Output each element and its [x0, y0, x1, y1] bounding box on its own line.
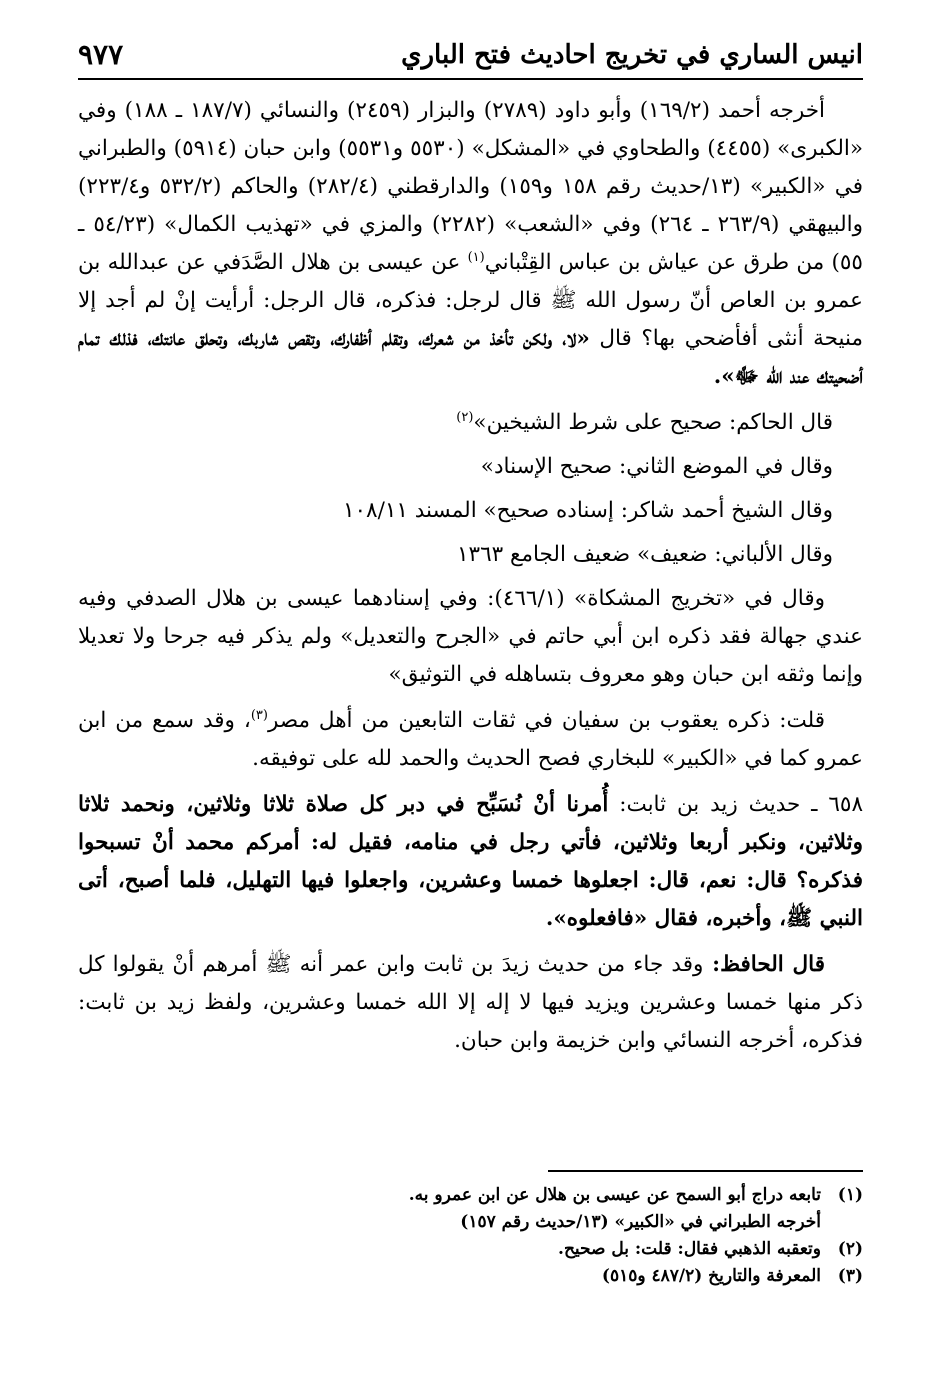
footnote-text: تابعه دراج أبو السمح عن عيسى بن هلال عن ابن عمرو به.	[408, 1185, 821, 1205]
footnote-1	[78, 1182, 863, 1209]
hadith-number: ٦٥٨ ـ	[800, 792, 863, 817]
text-run: أخرجه أحمد (١٦٩/٢) وأبو داود (٢٧٨٩) والبزار (٢٤٥٩) والنسائي (١٨٧/٧ ـ ١٨٨) وفي «الكبرى» (٤٤٥٥) والطحاوي في «المشكل» (٥٥٣٠ و٥٥٣١) وابن حبان (٥٩١٤) والطبراني في «الكبير» (١٣/حديث رقم ١٥٨ و١٥٩) والدارقطني (٢٨٢/٤) والحاكم (٥٣٢/٢ و٢٢٣/٤) والبيهقي (٢٦٣/٩ ـ ٢٦٤) وفي «الشعب» (٢٢٨٢) والمزي في «تهذيب الكمال» (٥٤/٢٣ ـ ٥٥) من طرق عن عياش بن عباس القِتْباني	[78, 98, 864, 275]
footnote-ref-2[interactable]: (٢)	[456, 409, 474, 425]
footnote-separator	[548, 1170, 863, 1172]
page-number: ٩٧٧	[78, 38, 124, 71]
footnote-3	[78, 1263, 863, 1290]
text-run: وقد جاء من حديث زيدَ بن ثابت وابن عمر أنه ﷺ أمرهم أنْ يقولوا كل ذكر منها خمسا وعشرين ويزيد فيها لا إله إلا الله خمسا وعشرين، ولفظ زيد بن ثابت: فذكره، أخرجه النسائي وابن خزيمة وابن حبان.	[78, 952, 863, 1053]
book-title: انيس الساري في تخريج احاديث فتح الباري	[401, 40, 863, 70]
footnote-number: (٢)	[837, 1239, 863, 1259]
paragraph-qultu	[78, 702, 863, 778]
hadith-intro: حديث زيد بن ثابت:	[608, 792, 801, 817]
footnote-2	[78, 1236, 863, 1263]
footnote-text: وتعقبه الذهبي فقال: قلت: بل صحيح.	[558, 1239, 821, 1259]
footnote-1-continued	[78, 1209, 863, 1236]
quote-second-place: وقال في الموضع الثاني: صحيح الإسناد»	[480, 454, 833, 479]
footnote-number: (١)	[837, 1185, 863, 1205]
paragraph-mishkat: وقال في «تخريج المشكاة» (٤٦٦/١): وفي إسنادهما عيسى بن هلال الصدفي وفيه عندي جهالة فقد ذكره ابن أبي حاتم في «الجرح والتعديل» ولم يذكر فيه جرحا ولا تعديلا وإنما وثقه ابن حبان وهو معروف بتساهله في التوثيق»	[78, 586, 863, 687]
footnote-number: (٣)	[837, 1266, 863, 1286]
hadith-text: أُمرنا أنْ نُسَبِّح في دبر كل صلاة ثلاثا وثلاثين، ونحمد ثلاثا وثلاثين، ونكبر أربعا وثلاثين، فأتي رجل في منامه، فقيل له: أمركم محمد أنْ تسبحوا فذكره؟ قال: نعم، قال: اجعلوها خمسا وعشرين، واجعلوا فيها التهليل، فلما أصبح، أتى النبي ﷺ، وأخبره، فقال «فافعلوه».	[78, 792, 863, 931]
hadith-text: «لا، ولكن تأخذ من شعرك، وتقلم أظفارك، وتقص شاربك، وتحلق عانتك، فذلك تمام أضحيتك عند الله ﷻ».	[78, 326, 863, 389]
hafiz-label: قال الحافظ:	[703, 952, 825, 977]
text-run: ، وقد سمع من ابن عمرو كما في «الكبير» للبخاري فصح الحديث والحمد لله على توفيقه.	[78, 708, 863, 771]
footnote-ref-1[interactable]: (١)	[467, 249, 485, 265]
quote-shakir: وقال الشيخ أحمد شاكر: إسناده صحيح» المسند ١٠٨/١١	[342, 498, 833, 523]
paragraph-hafiz	[78, 946, 863, 1060]
footnote-ref-3[interactable]: (٣)	[250, 707, 268, 723]
footnote-text: المعرفة والتاريخ (٤٨٧/٢ و٥١٥)	[601, 1266, 821, 1286]
quote-hakim	[78, 404, 863, 442]
main-text	[78, 92, 863, 1068]
footnotes	[78, 1182, 863, 1290]
hadith-658	[78, 786, 863, 938]
text-run: قلت: ذكره يعقوب بن سفيان في ثقات التابعين من أهل مصر	[267, 708, 825, 733]
paragraph-takhrij	[78, 92, 863, 396]
text-run: قال الحاكم: صحيح على شرط الشيخين»	[473, 410, 833, 435]
running-header	[78, 32, 863, 80]
quote-albani: وقال الألباني: ضعيف» ضعيف الجامع ١٣٦٣	[457, 542, 833, 567]
text-run: عن عيسى بن هلال الصَّدَفي عن عبدالله بن عمرو بن العاص أنّ رسول الله ﷺ قال لرجل: فذكره، قال الرجل: أرأيت إنْ لم أجد إلا منيحة أنثى أفأضحي بها؟ قال	[78, 250, 863, 351]
footnote-text: أخرجه الطبراني في «الكبير» (١٣/حديث رقم ١٥٧)	[460, 1212, 821, 1232]
